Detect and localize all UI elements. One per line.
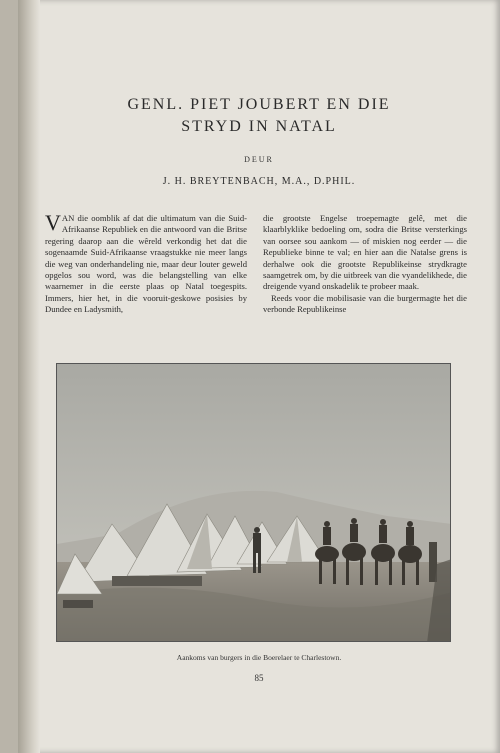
byline-prefix: DEUR xyxy=(244,155,274,164)
right-paragraph-1: die grootste Engelse troepemagte gelê, met die klaarblyklike bedoeling om, sodra die Britse versterkings van oorsee sou aankom — of miskien nog eerder — die Republieke binne te val; en hier aan die Natalse grens is derhalwe ook die grootste Republikeinse strydkragte saamgetrek om, by die uitbreek van die vyandelikhede, die dreigende vyand onskadelik te probeer maak. xyxy=(263,213,467,292)
right-paragraph-2: Reeds voor die mobilisasie van die burgermagte het die verbonde Republikeinse xyxy=(263,292,467,315)
left-paragraph-text: AN die oomblik af dat die ultimatum van die Suid-Afrikaanse Republiek en die antwoord van die Britse regering daarop aan die wêreld verkondig het dat die sogenaamde Suid-Afrikaanse vraagstukke nie meer langs die weg van onderhandeling nie, maar deur louter geweld opgelos sou word, was die belangstelling van elke waarnemer in die eerste plaas op Natal toegespits. Immers, hier het, in die vooruit-geskowe posisies by Dundee en Ladysmith, xyxy=(45,213,247,315)
left-column xyxy=(45,210,247,316)
page-number: 85 xyxy=(254,673,264,683)
article-title-line1: GENL. PIET JOUBERT EN DIE xyxy=(127,96,391,113)
book-page xyxy=(18,0,500,753)
author-name: J. H. BREYTENBACH, M.A., D.PHIL. xyxy=(162,176,356,187)
article-title-line2: STRYD IN NATAL xyxy=(181,118,337,135)
figure-caption: Aankoms van burgers in die Boerelaer te Charlestown. xyxy=(176,653,342,662)
photograph-graphic xyxy=(57,364,451,642)
photograph-camp-tents-riders xyxy=(56,363,451,642)
drop-cap: V xyxy=(45,210,61,235)
left-paragraph xyxy=(45,210,247,316)
right-column xyxy=(263,213,467,316)
